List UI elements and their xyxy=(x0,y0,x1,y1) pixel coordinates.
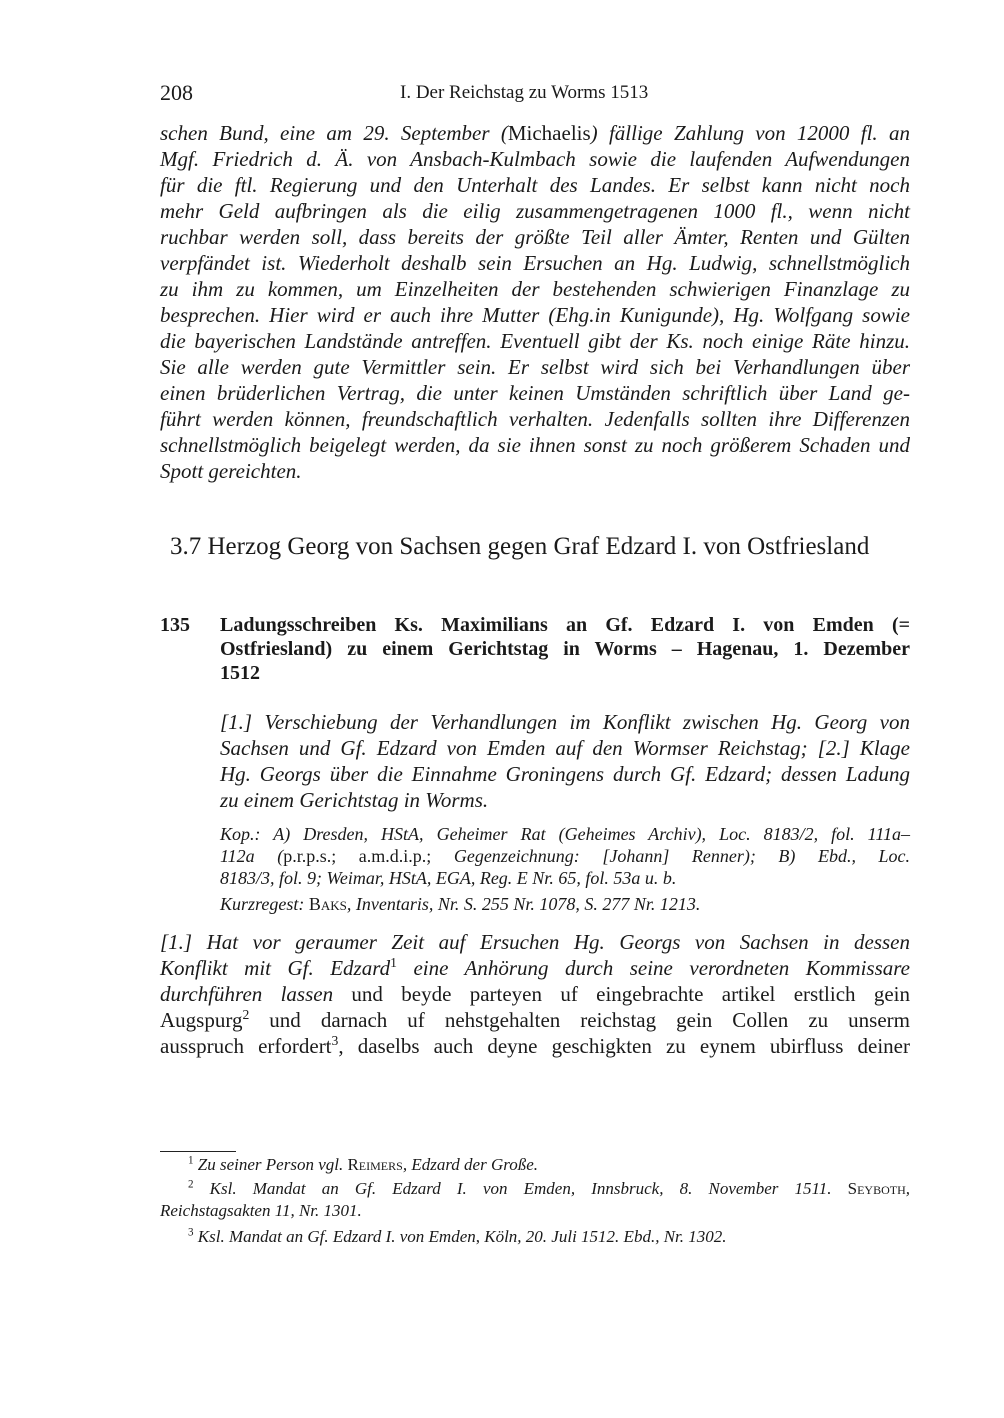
text-line xyxy=(220,894,910,915)
footnote-marker: 3 xyxy=(188,1226,194,1239)
text-span: einen brüderlichen Vertrag, die unter keinen Umständen schriftlich über Land ge- xyxy=(160,381,910,405)
text-line xyxy=(220,824,910,845)
footnote-rule xyxy=(160,1151,236,1152)
text-span: Ksl. Mandat an Gf. Edzard I. von Emden xyxy=(193,1227,476,1246)
text-line xyxy=(160,121,910,146)
text-line xyxy=(160,277,910,302)
text-span: a.m.d.i.p.; xyxy=(336,846,432,866)
text-span: 1512 xyxy=(220,662,260,684)
text-line xyxy=(160,459,910,484)
text-line xyxy=(220,662,910,685)
text-line xyxy=(160,1008,910,1033)
entry-number: 135 xyxy=(160,614,190,636)
text-span: p.r.p.s.; xyxy=(283,846,337,866)
text-line xyxy=(160,956,910,981)
text-span: Hg. Georgs über die Einnahme Groningens durch Gf. Edzard; dessen Ladung xyxy=(220,762,910,786)
text-span: 112a ( xyxy=(220,846,284,866)
text-span: führt werden können, freundschaftlich verhalten. Jedenfalls sollten ihre Differenzen xyxy=(160,407,910,431)
text-line xyxy=(160,225,910,250)
text-line xyxy=(220,710,910,735)
text-span: Ostfriesland) zu einem Gerichtstag in Worms – Hagenau, 1. Dezember xyxy=(220,638,910,660)
text-line xyxy=(160,251,910,276)
footnote-marker: 1 xyxy=(390,955,397,970)
text-span: und beyde parteyen uf eingebrachte artikel erstlich gein xyxy=(333,982,910,1006)
text-span: 8183/3, fol. 9; Weimar, HStA, EGA, Reg. E Nr. 65, fol. 53a u. b. xyxy=(220,868,677,888)
section-heading: 3.7 Herzog Georg von Sachsen gegen Graf Edzard I. von Ostfriesland xyxy=(170,533,870,560)
text-line xyxy=(220,846,910,867)
text-line xyxy=(188,1179,910,1199)
text-span: , daselbs auch deyne geschigkten zu eynem ubirfluss deiner xyxy=(338,1034,910,1058)
text-span: Sie alle werden gute Vermittler sein. Er selbst wird sich bei Verhandlungen über xyxy=(160,355,910,379)
text-span: , xyxy=(475,1227,485,1246)
page-number: 208 xyxy=(160,80,193,105)
text-line xyxy=(160,982,910,1007)
text-line xyxy=(160,381,910,406)
text-span: ) fällige Zahlung von 12000 fl. an xyxy=(590,121,910,145)
text-span: und darnach uf nehstgehalten reichstag gein Collen zu unserm xyxy=(249,1008,910,1032)
text-span: die bayerischen Landstände antreffen. Eventuell gibt der Ks. noch einige Räte hinzu. xyxy=(160,329,910,353)
text-span: Mgf. Friedrich d. Ä. von Ansbach-Kulmbach sowie die laufenden Aufwendungen xyxy=(160,147,910,171)
text-span: Reichstagsakten 11, Nr. 1301. xyxy=(160,1201,362,1220)
text-span: zu ihm zu kommen, um Einzelheiten der bestehenden schwierigen Finanzlage zu xyxy=(160,277,910,301)
text-span: Köln, 20. Juli 1512. Ebd., Nr. 1302. xyxy=(484,1227,727,1246)
text-line xyxy=(160,329,910,354)
text-span: , Inventaris, Nr. S. 255 Nr. 1078, S. 277 Nr. 1213. xyxy=(346,894,701,914)
text-line xyxy=(160,433,910,458)
text-span: Zu seiner Person vgl. xyxy=(193,1155,348,1174)
text-span: Michaelis xyxy=(507,121,591,145)
text-span: schen Bund, eine am 29. September ( xyxy=(160,121,508,145)
text-line xyxy=(188,1155,910,1175)
text-span: Konflikt mit Gf. Edzard xyxy=(160,956,391,980)
text-span: Seyboth xyxy=(847,1179,906,1198)
footnote-marker: 3 xyxy=(331,1033,339,1048)
text-line xyxy=(160,1034,910,1059)
text-span: verpfändet ist. Wiederholt deshalb sein Ersuchen an Hg. Ludwig, schnellstmöglich xyxy=(160,251,910,275)
text-span: Ksl. Mandat an Gf. Edzard I. von Emden, Innsbruck, 8. November 1511. xyxy=(193,1179,848,1198)
text-line xyxy=(220,638,910,661)
footnote-marker: 1 xyxy=(188,1154,194,1167)
text-span: Gegenzeichnung: [Johann] Renner); B) Ebd., Loc. xyxy=(431,846,910,866)
text-span: [1.] Hat vor geraumer Zeit auf Ersuchen Hg. Georgs von Sachsen in dessen xyxy=(160,930,910,954)
text-line xyxy=(160,173,910,198)
text-span: besprechen. Hier wird er auch ihre Mutter (Ehg.in Kunigunde), Hg. Wolfgang sowie xyxy=(160,303,910,327)
text-span: mehr Geld aufbringen als die eilig zusammengetragenen 1000 fl., wenn nicht xyxy=(160,199,910,223)
text-span: ausspruch erfordert xyxy=(160,1034,332,1058)
text-line xyxy=(220,614,910,637)
text-span: Spott gereichten. xyxy=(160,459,302,483)
text-line xyxy=(188,1227,910,1247)
footnote-marker: 2 xyxy=(242,1007,250,1022)
text-span: eine Anhörung durch seine verordneten Kommissare xyxy=(396,956,910,980)
text-span: zu einem Gerichtstag in Worms. xyxy=(220,788,489,812)
text-span: Sachsen und Gf. Edzard von Emden auf den Wormser Reichstag; [2.] Klage xyxy=(220,736,910,760)
text-span: Ladungsschreiben Ks. Maximilians an Gf. Edzard I. von Emden (= xyxy=(220,614,910,636)
text-span: schnellstmöglich beigelegt werden, da sie ihnen sonst zu noch größerem Schaden und xyxy=(160,433,910,457)
text-line xyxy=(160,147,910,172)
text-span: , Edzard der Große. xyxy=(402,1155,539,1174)
footnote-marker: 2 xyxy=(188,1178,194,1191)
text-line xyxy=(220,762,910,787)
text-line xyxy=(160,303,910,328)
text-span: Augspurg xyxy=(160,1008,243,1032)
text-span: für die ftl. Regierung und den Unterhalt des Landes. Er selbst kann nicht noch xyxy=(160,173,910,197)
text-span: [1.] Verschiebung der Verhandlungen im Konflikt zwischen Hg. Georg von xyxy=(220,710,910,734)
running-title: I. Der Reichstag zu Worms 1513 xyxy=(400,82,649,103)
text-span: ruchbar werden soll, dass bereits der größte Teil aller Ämter, Renten und Gülten xyxy=(160,225,910,249)
text-span: , xyxy=(905,1179,910,1198)
text-span: Baks xyxy=(308,894,347,914)
text-line xyxy=(160,930,910,955)
text-line xyxy=(220,868,910,889)
text-span: Kop.: A) Dresden, HStA, Geheimer Rat (Geheimes Archiv), Loc. 8183/2, fol. 111a– xyxy=(220,824,910,844)
text-line xyxy=(160,1201,910,1221)
text-line xyxy=(220,736,910,761)
text-line xyxy=(160,199,910,224)
text-line xyxy=(220,788,910,813)
text-line xyxy=(160,407,910,432)
text-line xyxy=(160,355,910,380)
text-span: Reimers xyxy=(347,1155,403,1174)
text-span: durchführen lassen xyxy=(160,982,334,1006)
text-span: Kurzregest: xyxy=(220,894,309,914)
